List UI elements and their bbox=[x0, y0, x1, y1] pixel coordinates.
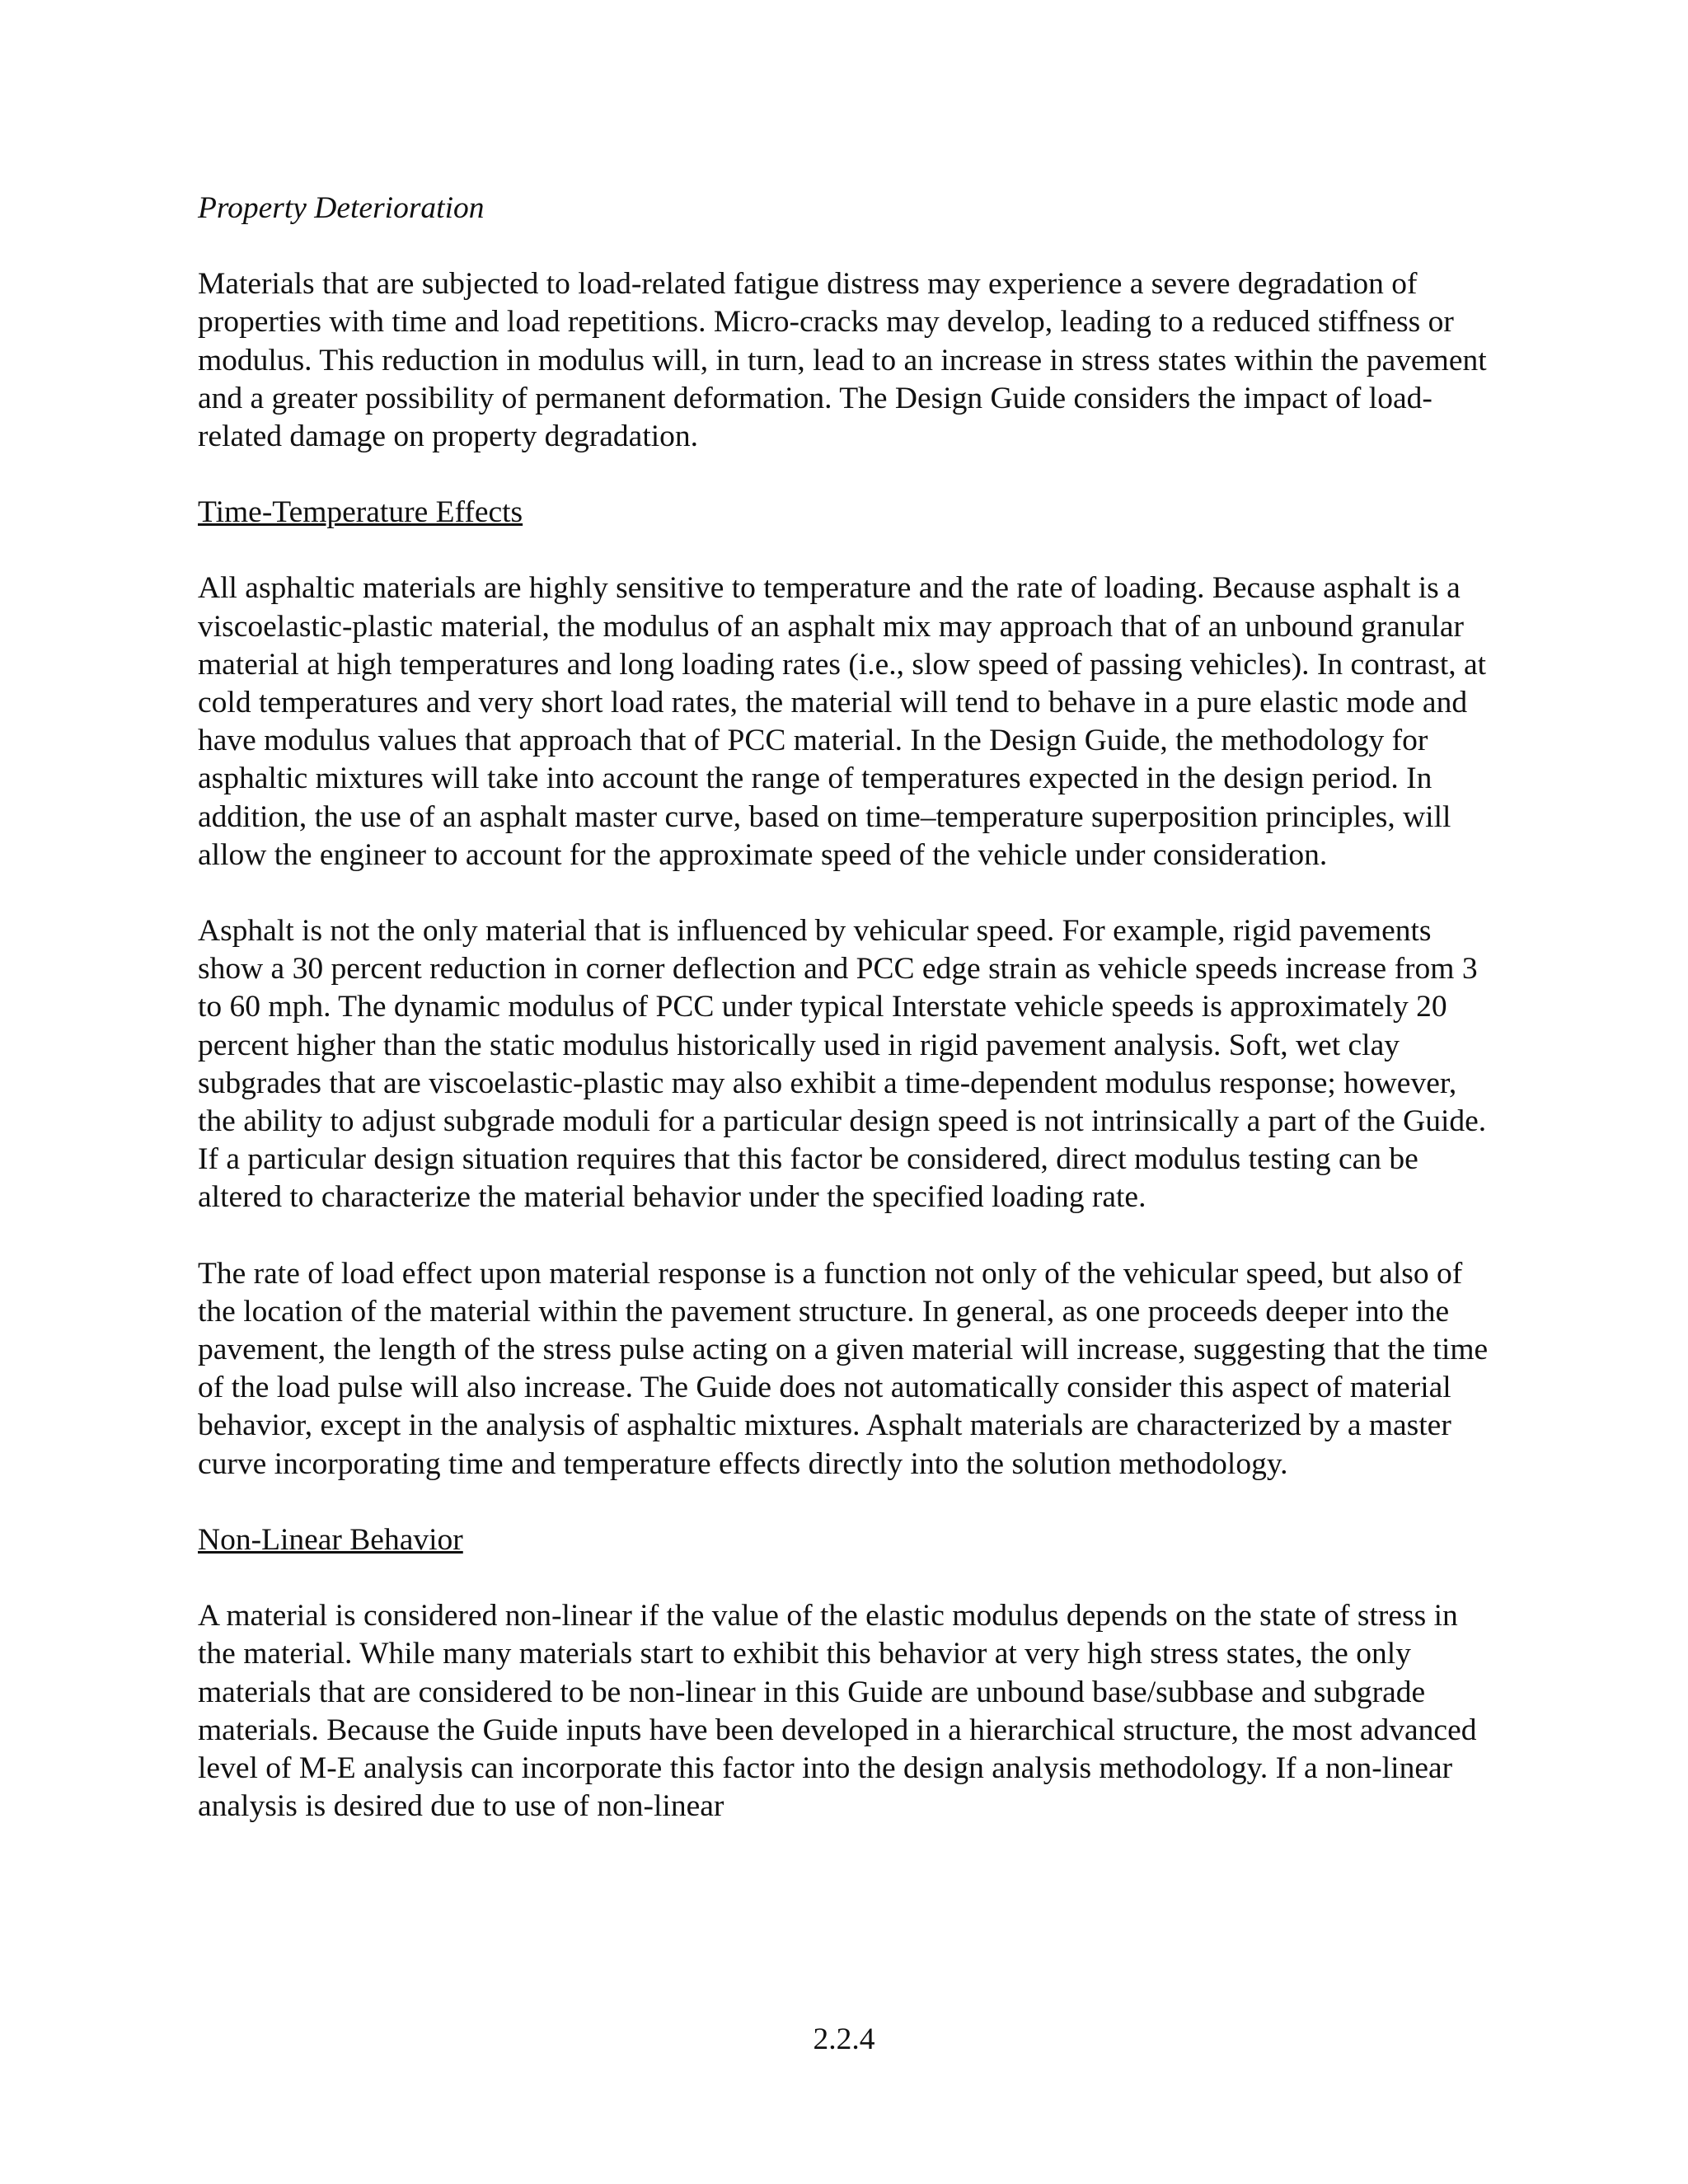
section-time-temperature-effects bbox=[198, 494, 1500, 1483]
paragraph: A material is considered non-linear if the value of the elastic modulus depends on the state of stress in the material. While many materials start to exhibit this behavior at very high stress states, the only materials that are considered to be non-linear in this Guide are unbound base/subbase and subgrade materials. Because the Guide inputs have been developed in a hierarchical structure, the most advanced level of M-E analysis can incorporate this factor into the design analysis methodology. If a non-linear analysis is desired due to use of non-linear bbox=[198, 1599, 1477, 1824]
section-property-deterioration bbox=[198, 190, 1500, 456]
page-number: 2.2.4 bbox=[813, 2022, 875, 2056]
paragraph: Asphalt is not the only material that is influenced by vehicular speed. For example, rigid pavements show a 30 percent reduction in corner deflection and PCC edge strain as vehicle speeds increase from 3 to 60 mph. The dynamic modulus of PCC under typical Interstate vehicle speeds is approximately 20 percent higher than the static modulus historically used in rigid pavement analysis. Soft, wet clay subgrades that are viscoelastic-plastic may also exhibit a time-dependent modulus response; however, the ability to adjust subgrade moduli for a particular design speed is not intrinsically a part of the Guide. If a particular design situation requires that this factor be considered, direct modulus testing can be altered to characterize the material behavior under the specified loading rate. bbox=[198, 914, 1487, 1215]
paragraph: The rate of load effect upon material response is a function not only of the vehicular speed, but also of the location of the material within the pavement structure. In general, as one proceeds deeper into the pavement, the length of the stress pulse acting on a given material will increase, suggesting that the time of the load pulse will also increase. The Guide does not automatically consider this aspect of material behavior, except in the analysis of asphaltic mixtures. Asphalt materials are characterized by a master curve incorporating time and temperature effects directly into the solution methodology. bbox=[198, 1256, 1489, 1481]
paragraph: Materials that are subjected to load-related fatigue distress may experience a severe degradation of properties with time and load repetitions. Micro-cracks may develop, leading to a reduced stiffness or modulus. This reduction in modulus will, in turn, lead to an increase in stress states within the pavement and a greater possibility of permanent deformation. The Design Guide considers the impact of load-related damage on property degradation. bbox=[198, 267, 1487, 454]
section-heading: Non-Linear Behavior bbox=[198, 1522, 463, 1557]
document-page bbox=[198, 190, 1500, 1825]
section-heading: Time-Temperature Effects bbox=[198, 495, 523, 530]
section-non-linear-behavior bbox=[198, 1521, 1500, 1825]
section-heading: Property Deterioration bbox=[198, 191, 485, 225]
paragraph: All asphaltic materials are highly sensitive to temperature and the rate of loading. Because asphalt is a viscoelastic-plastic material, the modulus of an asphalt mix may approach that of an unbound granular material at high temperatures and long loading rates (i.e., slow speed of passing vehicles). In contrast, at cold temperatures and very short load rates, the material will tend to behave in a pure elastic mode and have modulus values that approach that of PCC material. In the Design Guide, the methodology for asphaltic mixtures will take into account the range of temperatures expected in the design period. In addition, the use of an asphalt master curve, based on time–temperature superposition principles, will allow the engineer to account for the approximate speed of the vehicle under consideration. bbox=[198, 571, 1487, 872]
